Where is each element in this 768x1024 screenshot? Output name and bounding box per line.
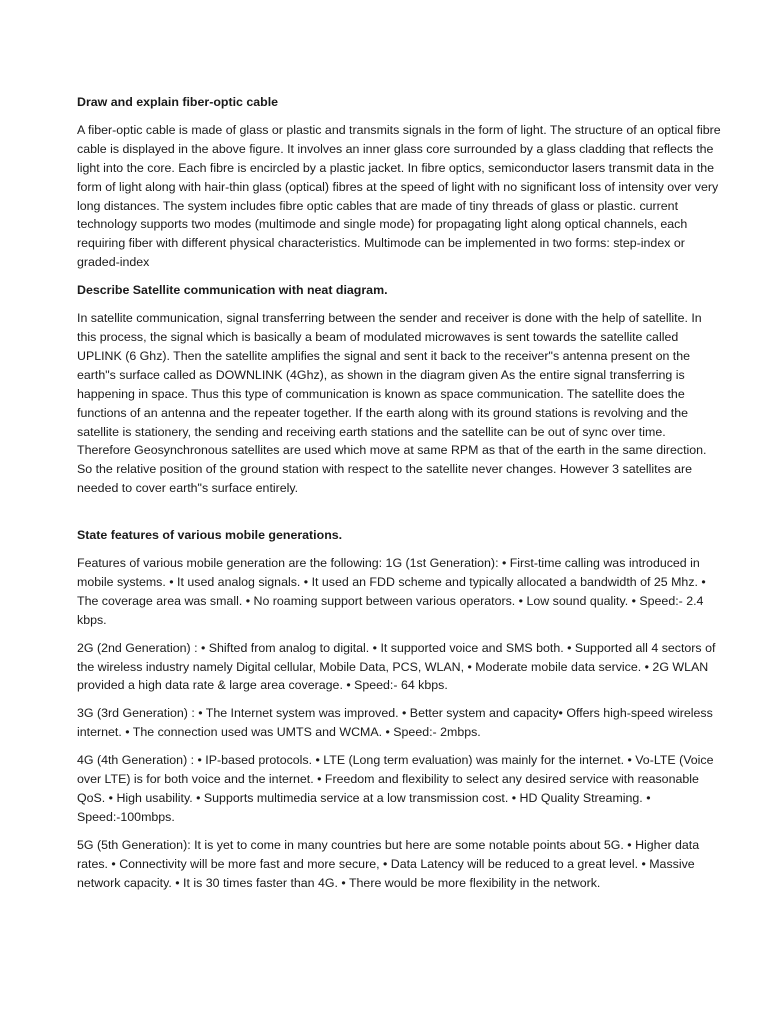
paragraph-4g: 4G (4th Generation) : • IP-based protocols. • LTE (Long term evaluation) was mainly for the internet. • Vo-LTE (Voice over LTE) is for both voice and the internet. • Freedom and flexibility to select any desired service with reasonable QoS. • High usability. • Supports multimedia service at a low transmission cost. • HD Quality Streaming. • Speed:-100mbps. bbox=[77, 753, 714, 824]
paragraph-satellite: In satellite communication, signal transferring between the sender and receiver is done with the help of satellite. In this process, the signal which is basically a beam of modulated microwaves is sent towards the satellite called UPLINK (6 Ghz). Then the satellite amplifies the signal and sent it back to the receiver"s antenna present on the earth"s surface called as DOWNLINK (4Ghz), as shown in the diagram given As the entire signal transferring is happening in space. Thus this type of communication is known as space communication. The satellite does the functions of an antenna and the repeater together. If the earth along with its ground stations is revolving and the satellite is stationery, the sending and receiving earth stations and the satellite can be out of sync over time. Therefore Geosynchronous satellites are used which move at same RPM as that of the earth in the same direction. So the relative position of the ground station with respect to the satellite never changes. However 3 satellites are needed to cover earth"s surface entirely. bbox=[77, 311, 707, 496]
paragraph-fiber-optic: A fiber-optic cable is made of glass or plastic and transmits signals in the form of light. The structure of an optical fibre cable is displayed in the above figure. It involves an inner glass core surrounded by a glass cladding that reflects the light into the core. Each fibre is encircled by a plastic jacket. In fibre optics, semiconductor lasers transmit data in the form of light along with hair-thin glass (optical) fibres at the speed of light with no significant loss of intensity over very long distances. The system includes fibre optic cables that are made of tiny threads of glass or plastic. current technology supports two modes (multimode and single mode) for propagating light along optical channels, each requiring fiber with different physical characteristics. Multimode can be implemented in two forms: step-index or graded-index bbox=[77, 122, 721, 270]
paragraph-3g: 3G (3rd Generation) : • The Internet system was improved. • Better system and capacity• Offers high-speed wireless internet. • The connection used was UMTS and WCMA. • Speed:- 2mbps. bbox=[77, 706, 713, 740]
section-heading-mobile-generations: State features of various mobile generations. bbox=[77, 528, 343, 543]
section-heading-satellite: Describe Satellite communication with neat diagram. bbox=[77, 283, 388, 298]
document-body bbox=[77, 93, 722, 902]
paragraph-2g: 2G (2nd Generation) : • Shifted from analog to digital. • It supported voice and SMS both. • Supported all 4 sectors of the wireless industry namely Digital cellular, Mobile Data, PCS, WLAN, • Moderate mobile data service. • 2G WLAN provided a high data rate & large area coverage. • Speed:- 64 kbps. bbox=[77, 640, 716, 693]
paragraph-1g: Features of various mobile generation are the following: 1G (1st Generation): • First-time calling was introduced in mobile systems. • It used analog signals. • It used an FDD scheme and typically allocated a bandwidth of 25 Mhz. • The coverage area was small. • No roaming support between various operators. • Low sound quality. • Speed:- 2.4 kbps. bbox=[77, 556, 706, 627]
section-heading-fiber-optic: Draw and explain fiber-optic cable bbox=[77, 95, 279, 109]
paragraph-5g: 5G (5th Generation): It is yet to come in many countries but here are some notable points about 5G. • Higher data rates. • Connectivity will be more fast and more secure, • Data Latency will be reduced to a great level. • Massive network capacity. • It is 30 times faster than 4G. • There would be more flexibility in the network. bbox=[77, 837, 700, 890]
blank-line bbox=[77, 507, 722, 526]
